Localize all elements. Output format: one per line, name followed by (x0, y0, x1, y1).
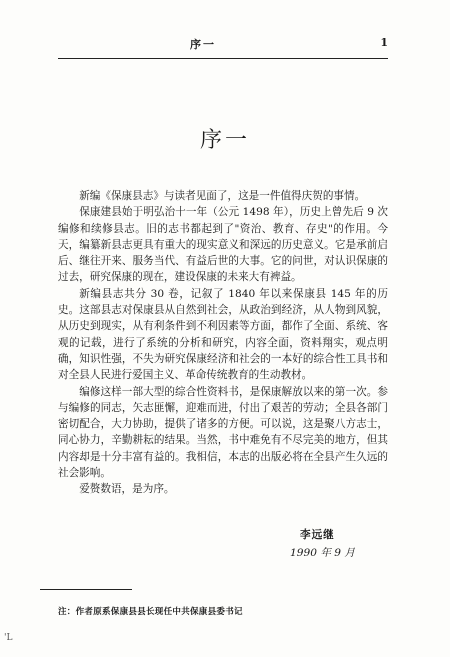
running-header (58, 36, 388, 54)
footnote: 注：作者原系保康县县长现任中共保康县委书记 (58, 607, 243, 617)
header-title: 序一 (190, 38, 216, 51)
page-number: 1 (380, 36, 388, 49)
paragraph-1: 新编《保康县志》与读者见面了，这是一件值得庆贺的事情。 (79, 190, 366, 202)
scan-mark: 'L (4, 633, 13, 643)
paragraph-4: 编修这样一部大型的综合性资料书，是保康解放以来的第一次。参与编修的同志，矢志匪懈，迎难而进，付出了艰苦的劳动；全县各部门密切配合，大力协助，提供了诸多的方便。可以说，这是聚八方志士，同心协力，辛勤耕耘的结果。当然，书中难免有不尽完美的地方，但其内容却是十分丰富有益的。我相信，本志的出版必将在全县产生久远的社会影响。 (58, 385, 388, 480)
footnote-rule (40, 589, 132, 590)
paragraph-2: 保康建县始于明弘治十一年（公元 1498 年），历史上曾先后 9 次编修和续修县志。旧的志书都起到了"资治、教育、存史"的作用。今天，编纂新县志更具有重大的现实意义和深远的历史意义。它是承前启后、继往开来、服务当代、有益后世的大事。它的问世，对认识保康的过去，研究保康的现在，建设保康的未来大有裨益。 (58, 206, 388, 284)
paragraph-3: 新编县志共分 30 卷，记叙了 1840 年以来保康县 145 年的历史。这部县志对保康县从自然到社会，从政治到经济，从人物到风貌，从历史到现实，从有利条件到不利因素等方面，都作了全面、系统、客观的记载，进行了系统的分析和研究，内容全面，资料翔实，观点明确，知识性强，不失为研究保康经济和社会的一本好的综合性工具书和对全县人民进行爱国主义、革命传统教育的生动教材。 (58, 287, 388, 382)
chapter-title: 序一 (199, 128, 250, 153)
preface-body (58, 188, 388, 498)
author-signature: 李远继 (300, 529, 335, 541)
header-rule (58, 58, 388, 59)
signature-date: 1990 年 9 月 (290, 547, 355, 559)
paragraph-5: 爱赘数语，是为序。 (79, 483, 175, 496)
